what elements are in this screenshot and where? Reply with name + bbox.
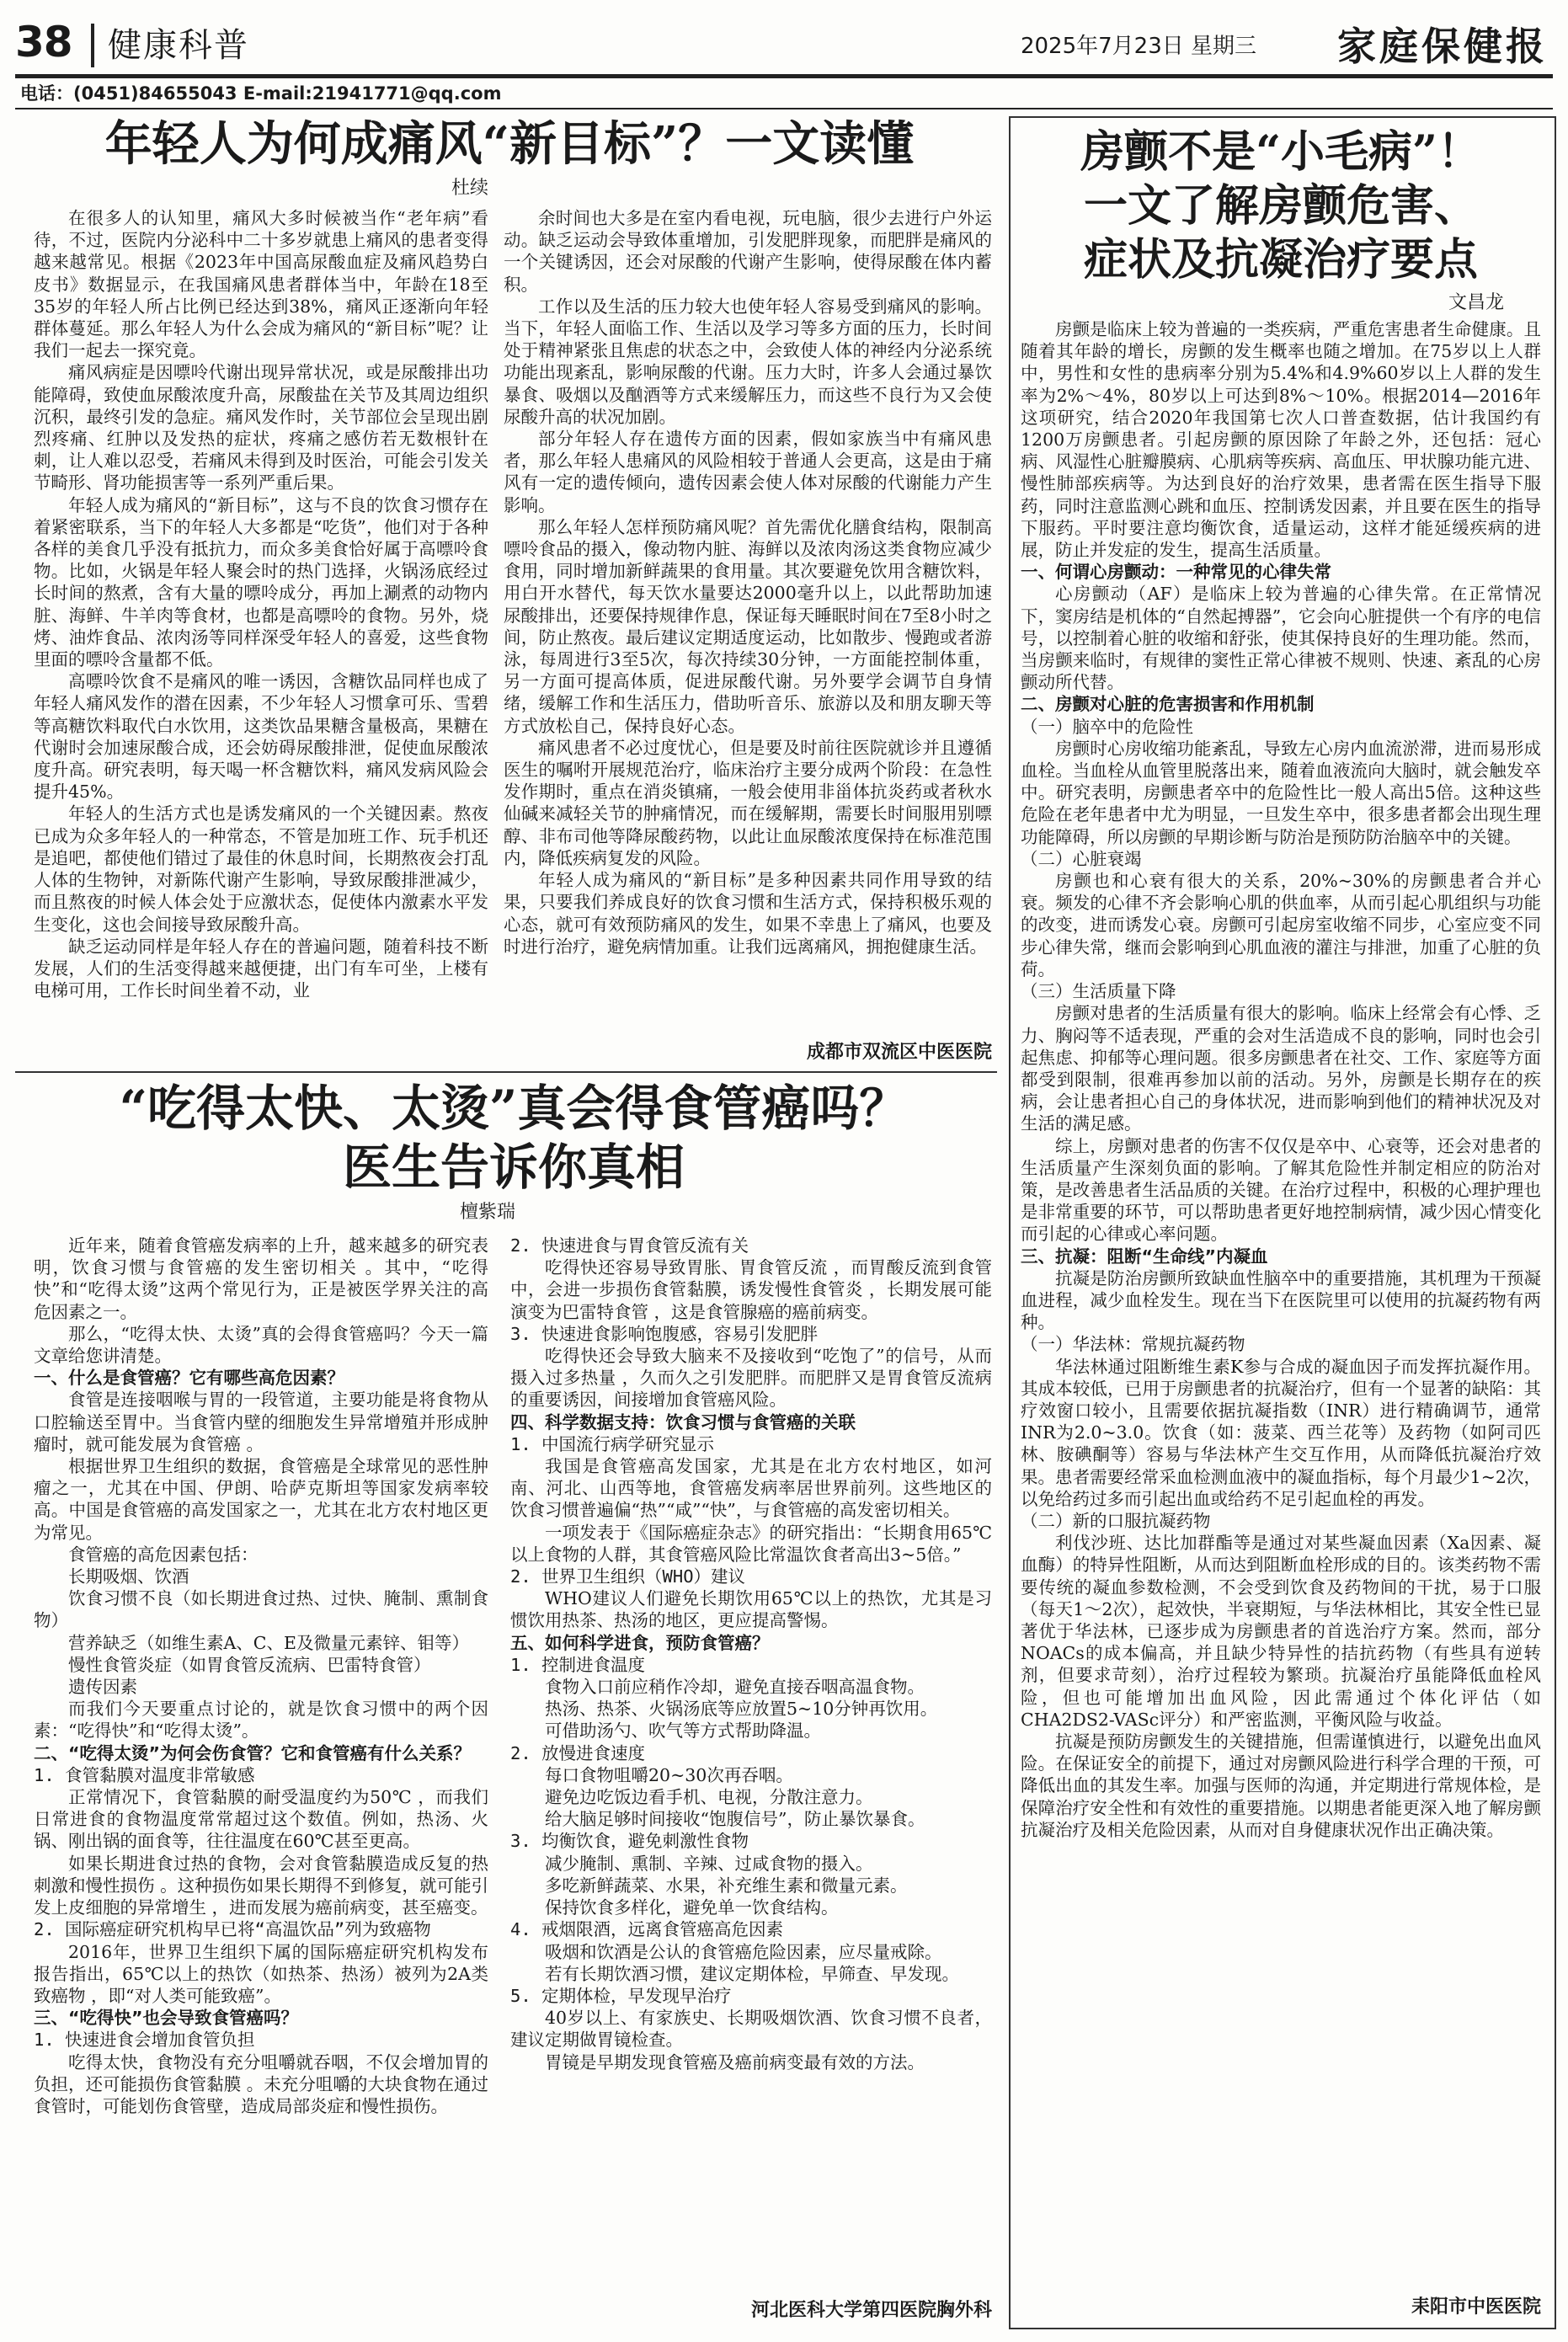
subheading: 二、“吃得太烫”为何会伤食管？它和食管癌有什么关系？ <box>34 1742 471 1763</box>
paragraph: 部分年轻人存在遗传方面的因素，假如家族当中有痛风患者，那么年轻人患痛风的风险相较于普通人会更高，这是由于痛风有一定的遗传倾向，遗传因素会使人体对尿酸的代谢能力产生影响。 <box>504 429 992 515</box>
page-number: 38 <box>15 18 72 67</box>
paragraph: 房颤时心房收缩功能紊乱，导致左心房内血流淤滞，进而易形成血栓。当血栓从血管里脱落出来，随着血液流向大脑时，就会触发卒中。研究表明，房颤患者卒中的危险性比一般人高出5倍。这种这些危险在老年患者中尤为明显，一旦发生卒中，很多患者都会出现生理功能障碍，所以房颤的早期诊断与防治是预防防治脑卒中的关键。 <box>1021 738 1541 847</box>
subheading: 1. 食管黏膜对温度非常敏感 <box>34 1764 255 1785</box>
paragraph: 近年来，随着食管癌发病率的上升，越来越多的研究表明，饮食习惯与食管癌的发生密切相关 。其中，“吃得快”和“吃得太烫”这两个常见行为，正是被医学界关注的高危因素之一。 <box>34 1235 488 1322</box>
paragraph: 那么，“吃得太快、太烫”真的会得食管癌吗？今天一篇文章给您讲清楚。 <box>34 1323 488 1367</box>
paragraph: 一项发表于《国际癌症杂志》的研究指出：“长期食用65℃以上食物的人群，其食管癌风险比常温饮食者高出3~5倍。” <box>510 1522 992 1565</box>
paragraph: 每口食物咀嚼20~30次再吞咽。 <box>545 1764 793 1785</box>
paragraph: 房颤是临床上较为普遍的一类疾病，严重危害患者生命健康。且随着其年龄的增长，房颤的发生概率也随之增加。在75岁以上人群中，男性和女性的患病率分别为5.4%和4.9%60岁以上人群的发生率为2%～4%，80岁以上可达到8%～10%。根据2014—2016年这项研究，结合2020年我国第七次人口普查数据，估计我国约有1200万房颤患者。引起房颤的原因除了年龄之外，还包括：冠心病、风湿性心脏瓣膜病、心肌病等疾病、高血压、甲状腺功能亢进、慢性肺部疾病等。为达到良好的治疗效果，患者需在医生指导下服药，同时注意监测心跳和血压、控制诱发因素，并且要在医生的指导下服药。平时要注意均衡饮食，适量运动，这样才能延缓疾病的进展，防止并发症的发生，提高生活质量。 <box>1021 319 1541 561</box>
article-divider <box>15 1071 997 1073</box>
paragraph: 我国是食管癌高发国家，尤其是在北方农村地区，如河南、河北、山西等地，食管癌发病率居世界前列。这些地区的饮食习惯普遍偏“热”“咸”“快”，与食管癌的高发密切相关。 <box>510 1456 992 1521</box>
subheading: 五、如何科学进食，预防食管癌？ <box>510 1632 770 1653</box>
paragraph: 华法林通过阻断维生素K参与合成的凝血因子而发挥抗凝作用。其成本较低，已用于房颤患者的抗凝治疗，但有一个显著的缺陷：其疗效窗口较小，且需要依据抗凝指数（INR）进行精确调节，通常INR为2.0~3.0。饮食（如：菠菜、西兰花等）及药物（如阿司匹林、胺碘酮等）容易与华法林产生交互作用，从而降低抗凝治疗效果。患者需要经常采血检测血液中的凝血指标，每个月最少1~2次，以免给药过多而引起出血或给药不足引起血栓的再发。 <box>1021 1356 1541 1509</box>
article3-title-line3: 症状及抗凝治疗要点 <box>1083 234 1478 285</box>
paragraph: 缺乏运动同样是年轻人存在的普遍问题，随着科技不断发展，人们的生活变得越来越便捷，出门有车可坐，上楼有电梯可用，工作长时间坐着不动，业 <box>34 936 488 1001</box>
paragraph: 饮食习惯不良（如长期进食过热、过快、腌制、熏制食物） <box>34 1588 488 1631</box>
paragraph: 慢性食管炎症（如胃食管反流病、巴雷特食管） <box>68 1654 431 1675</box>
article3-institution: 耒阳市中医医院 <box>1411 2297 1541 2318</box>
paragraph: 综上，房颤对患者的伤害不仅仅是卒中、心衰等，还会对患者的生活质量产生深刻负面的影响。了解其危险性并制定相应的防治对策，是改善患者生活品质的关键。在治疗过程中，积极的心理护理也是非常重要的环节，可以帮助患者更好地控制病情，减少因心情变化而引起的心律或心率问题。 <box>1021 1135 1541 1245</box>
subheading: 四、科学数据支持：饮食习惯与食管癌的关联 <box>510 1411 856 1432</box>
paragraph: 利伐沙班、达比加群酯等是通过对某些凝血因素（Xa因素、凝血酶）的特异性阻断，从而达到阻断血栓形成的目的。该类药物不需要传统的凝血参数检测，不会受到饮食及药物间的干扰，易于口服（每天1～2次），起效快，半衰期短，与华法林相比，其安全性已显著优于华法林，已逐步成为房颤患者的首选治疗方案。然而，部分NOACs的成本偏高，并且缺少特异性的拮抗药物（有些具有逆转剂，但要求苛刻），治疗过程较为繁琐。抗凝治疗虽能降低血栓风险，但也可能增加出血风险，因此需通过个体化评估（如CHA2DS2-VASc评分）和严密监测，平衡风险与收益。 <box>1021 1533 1541 1730</box>
paragraph: 减少腌制、熏制、辛辣、过咸食物的摄入。 <box>545 1853 873 1874</box>
article2-column-2 <box>510 1235 992 2297</box>
article1-author: 杜续 <box>451 178 489 199</box>
article2-column-1 <box>34 1235 488 2321</box>
subheading: （二）心脏衰竭 <box>1021 848 1142 869</box>
subheading: 4. 戒烟限酒，远离食管癌高危因素 <box>510 1919 784 1940</box>
article1-column-1 <box>34 207 488 1061</box>
newspaper-name: 家庭保健报 <box>1337 24 1548 69</box>
paragraph: 高嘌呤饮食不是痛风的唯一诱因，含糖饮品同样也成了年轻人痛风发作的潜在因素，不少年轻人习惯拿可乐、雪碧等高糖饮料取代白水饮用，这类饮品果糖含量极高，果糖在代谢时会加速尿酸合成，还会妨碍尿酸排泄，促使血尿酸浓度升高。研究表明，每天喝一杯含糖饮料，痛风发病风险会提升45%。 <box>34 671 488 803</box>
subheading: 2. 快速进食与胃食管反流有关 <box>510 1235 749 1256</box>
article2-title-line2: 医生告诉你真相 <box>342 1139 685 1196</box>
subheading: 二、房颤对心脏的危害损害和作用机制 <box>1021 694 1315 715</box>
paragraph: 可借助汤勺、吹气等方式帮助降温。 <box>545 1720 821 1742</box>
subheading: （一）华法林：常规抗凝药物 <box>1021 1334 1245 1355</box>
article2-author: 檀紫瑞 <box>460 1202 516 1223</box>
paragraph: 吃得太快，食物没有充分咀嚼就吞咽，不仅会增加胃的负担，还可能损伤食管黏膜 。未充分咀嚼的大块食物在通过食管时，可能划伤食管壁，造成局部炎症和慢性损伤。 <box>34 2051 488 2116</box>
subheading: 2. 世界卫生组织（WHO）建议 <box>510 1566 746 1587</box>
paragraph: 吃得快还容易导致胃胀、胃食管反流 ，而胃酸反流到食管中，会进一步损伤食管黏膜，诱发慢性食管炎 ，长期发展可能演变为巴雷特食管 ，这是食管腺癌的癌前病变。 <box>510 1257 992 1322</box>
paragraph: 多吃新鲜蔬菜、水果，补充维生素和微量元素。 <box>545 1875 908 1896</box>
masthead-rule <box>15 74 1553 78</box>
paragraph: 余时间也大多是在室内看电视，玩电脑，很少去进行户外运动。缺乏运动会导致体重增加，引发肥胖现象，而肥胖是痛风的一个关键诱因，还会对尿酸的代谢产生影响，使得尿酸在体内蓄积。 <box>504 208 992 295</box>
issue-date: 2025年7月23日 星期三 <box>1020 34 1256 59</box>
paragraph: 吃得快还会导致大脑来不及接收到“吃饱了”的信号，从而摄入过多热量 ，久而久之引发肥胖。而肥胖又是胃食管反流病的重要诱因，间接增加食管癌风险。 <box>510 1346 992 1411</box>
paragraph: 热汤、热茶、火锅汤底等应放置5~10分钟再饮用。 <box>545 1699 938 1720</box>
subheading: 三、抗凝：阻断“生命线”内凝血 <box>1021 1246 1268 1267</box>
paragraph: 食管是连接咽喉与胃的一段管道，主要功能是将食物从口腔输送至胃中。当食管内壁的细胞发生异常增殖并形成肿瘤时，就可能发展为食管癌 。 <box>34 1390 488 1454</box>
paragraph: 房颤也和心衰有很大的关系，20%~30%的房颤患者合并心衰。频发的心律不齐会影响心肌的供血率，从而引起心肌组织与功能的改变，进而诱发心衰。房颤可引起房室收缩不同步，心室应变不同步心律失常，继而会影响到心肌血液的灌注与排泄，加重了心脏的负荷。 <box>1021 871 1541 979</box>
paragraph: 年轻人成为痛风的“新目标”，这与不良的饮食习惯存在着紧密联系，当下的年轻人大多都是“吃货”，他们对于各种各样的美食几乎没有抵抗力，而众多美食恰好属于高嘌呤食物。比如，火锅是年轻人聚会时的热门选择，火锅汤底经过长时间的熬煮，含有大量的嘌呤成分，再加上涮煮的动物内脏、海鲜、牛羊肉等食材，也都是高嘌呤的食物。另外，烧烤、油炸食品、浓肉汤等同样深受年轻人的喜爱，这些食物里面的嘌呤含量都不低。 <box>34 494 488 670</box>
paragraph: 年轻人的生活方式也是诱发痛风的一个关键因素。熬夜已成为众多年轻人的一种常态，不管是加班工作、玩手机还是追吧，都使他们错过了最佳的休息时间，长期熬夜会打乱人体的生物钟，对新陈代谢产生影响，导致尿酸排泄减少，而且熬夜的时候人体会处于应激状态，促使体内激素水平发生变化，这也会间接导致尿酸升高。 <box>34 803 488 935</box>
article3-title-line1: 房颤不是“小毛病”！ <box>1080 126 1481 178</box>
paragraph: 根据世界卫生组织的数据，食管癌是全球常见的恶性肿瘤之一，尤其在中国、伊朗、哈萨克斯坦等国家发病率较高。中国是食管癌的高发国家之一，尤其在北方农村地区更为常见。 <box>34 1456 488 1543</box>
paragraph: 胃镜是早期发现食管癌及癌前病变最有效的方法。 <box>545 2051 925 2073</box>
section-title: 健康科普 <box>108 26 249 65</box>
paragraph: 在很多人的认知里，痛风大多时候被当作“老年病”看待，不过，医院内分泌科中二十多岁就患上痛风的患者变得越来越常见。根据《2023年中国高尿酸血症及痛风趋势白皮书》数据显示，在我国痛风患者群体当中，年龄在18至35岁的年轻人所占比例已经达到38%，痛风正逐渐向年轻群体蔓延。那么年轻人为什么会成为痛风的“新目标”呢？让我们一起去一探究竟。 <box>34 208 488 361</box>
contact-line: 电话：(0451)84655043 E-mail:21941771@qq.com <box>20 83 502 104</box>
paragraph: 年轻人成为痛风的“新目标”是多种因素共同作用导致的结果，只要我们养成良好的饮食习惯和生活方式，保持积极乐观的心态，就可有效预防痛风的发生，如果不幸患上了痛风，也要及时进行治疗，避免病情加重。让我们远离痛风，拥抱健康生活。 <box>504 870 992 957</box>
paragraph: WHO建议人们避免长期饮用65℃以上的热饮，尤其是习惯饮用热茶、热汤的地区，更应提高警惕。 <box>510 1588 992 1631</box>
paragraph: 避免边吃饭边看手机、电视，分散注意力。 <box>545 1787 873 1808</box>
paragraph: 心房颤动（AF）是临床上较为普遍的心律失常。在正常情况下，窦房结是机体的“自然起搏器”，它会向心脏提供一个有序的电信号，以控制着心脏的收缩和舒张，使其保持良好的生理功能。然而，当房颤来临时，有规律的窦性正常心律被不规则、快速、紊乱的心房颤动所代替。 <box>1021 584 1541 693</box>
subheading: （二）新的口服抗凝药物 <box>1021 1510 1211 1531</box>
subheading: 2. 放慢进食速度 <box>510 1742 646 1763</box>
subheading: 一、何谓心房颤动：一种常见的心律失常 <box>1021 562 1331 583</box>
subheading: （一）脑卒中的危险性 <box>1021 716 1193 737</box>
paragraph: 40岁以上、有家族史、长期吸烟饮酒、饮食习惯不良者，建议定期做胃镜检查。 <box>510 2008 992 2051</box>
paragraph: 长期吸烟、饮酒 <box>68 1566 189 1587</box>
subheading: 1. 中国流行病学研究显示 <box>510 1433 715 1454</box>
paragraph: 吸烟和饮酒是公认的食管癌危险因素，应尽量戒除。 <box>545 1941 942 1962</box>
paragraph: 抗凝是防治房颤所致缺血性脑卒中的重要措施，其机理为干预凝血进程，减少血栓发生。现在当下在医院里可以使用的抗凝药物有两种。 <box>1021 1267 1541 1333</box>
paragraph: 工作以及生活的压力较大也使年轻人容易受到痛风的影响。当下，年轻人面临工作、生活以及学习等多方面的压力，长时间处于精神紧张且焦虑的状态之中，会致使人体的神经内分泌系统功能出现紊乱，影响尿酸的代谢。压力大时，许多人会通过暴饮暴食、吸烟以及酗酒等方式来缓解压力，而这些不良行为又会使尿酸升高的状况加剧。 <box>504 296 992 427</box>
paragraph: 给大脑足够时间接收“饱腹信号”，防止暴饮暴食。 <box>545 1809 925 1830</box>
paragraph: 抗凝是预防房颤发生的关键措施，但需谨慎进行，以避免出血风险。在保证安全的前提下，通过对房颤风险进行科学合理的干预，可降低出血的其发生率。加强与医师的沟通，并定期进行常规体检，是保障治疗安全性和有效性的重要措施。以期患者能更深入地了解房颤抗凝治疗及相关危险因素，从而对自身健康状况作出正确决策。 <box>1021 1731 1541 1840</box>
paragraph: 那么年轻人怎样预防痛风呢？首先需优化膳食结构，限制高嘌呤食品的摄入，像动物内脏、海鲜以及浓肉汤这类食物应减少食用，同时增加新鲜蔬果的食用量。其次要避免饮用含糖饮料，用白开水替代，每天饮水量要达2000毫升以上，以此帮助加速尿酸排出，还要保持规律作息，保证每天睡眠时间在7至8小时之间，防止熬夜。最后建议定期适度运动，比如散步、慢跑或者游泳，每周进行3至5次，每次持续30分钟，一方面能控制体重，另一方面可提高体质，促进尿酸代谢。另外要学会调节自身情绪，缓解工作和生活压力，借助听音乐、旅游以及和朋友聊天等方式放松自己，保持良好心态。 <box>504 516 992 736</box>
article3-title-line2: 一文了解房颤危害、 <box>1083 180 1478 232</box>
masthead <box>0 0 1568 80</box>
article3-author: 文昌龙 <box>1448 292 1505 313</box>
paragraph: 遗传因素 <box>68 1677 137 1698</box>
paragraph: 痛风患者不必过度忧心，但是要及时前往医院就诊并且遵循医生的嘱咐开展规范治疗，临床治疗主要分成两个阶段：在急性发作期时，重点在消炎镇痛，一般会使用非甾体抗炎药或者秋水仙碱来减轻关节的肿痛情况，而在缓解期，需要长时间服用别嘌醇、非布司他等降尿酸药物，以此让血尿酸浓度保持在标准范围内，降低疾病复发的风险。 <box>504 737 992 868</box>
paragraph: 营养缺乏（如维生素A、C、E及微量元素锌、钼等） <box>68 1632 469 1653</box>
subheading: 5. 定期体检，早发现早治疗 <box>510 1985 732 2006</box>
subheading: 3. 均衡饮食，避免刺激性食物 <box>510 1831 749 1852</box>
subheading: 1. 控制进食温度 <box>510 1654 646 1675</box>
subheading: 2. 国际癌症研究机构早已将“高温饮品”列为致癌物 <box>34 1919 431 1940</box>
paragraph: 而我们今天要重点讨论的，就是饮食习惯中的两个因素：“吃得快”和“吃得太烫”。 <box>34 1699 488 1742</box>
article2-title-line1: “吃得太快、太烫”真会得食管癌吗？ <box>119 1080 909 1137</box>
article2-institution: 河北医科大学第四医院胸外科 <box>750 2300 992 2321</box>
paragraph: 保持饮食多样化，避免单一饮食结构。 <box>545 1897 839 1918</box>
paragraph: 正常情况下，食管黏膜的耐受温度约为50℃ ，而我们日常进食的食物温度常常超过这个数值。例如，热汤、火锅、刚出锅的面食等，往往温度在60℃甚至更高。 <box>34 1787 488 1852</box>
article1-institution: 成都市双流区中医医院 <box>806 1042 992 1063</box>
subheading: 三、“吃得快”也会导致食管癌吗？ <box>34 2008 298 2029</box>
contact-rule <box>15 108 1553 109</box>
paragraph: 食管癌的高危因素包括： <box>68 1544 259 1565</box>
subheading: 一、什么是食管癌？它有哪些高危因素？ <box>34 1368 344 1389</box>
paragraph: 痛风病症是因嘌呤代谢出现异常状况，或是尿酸排出功能障碍，致使血尿酸浓度升高，尿酸盐在关节及其周边组织沉积，最终引发的急症。痛风发作时，关节部位会呈现出剧烈疼痛、红肿以及发热的症状，疼痛之感仿若无数根针在刺，让人难以忍受，若痛风未得到及时医治，可能会引发关节畸形、肾功能损害等一系列严重后果。 <box>34 362 488 493</box>
subheading: （三）生活质量下降 <box>1021 981 1176 1002</box>
paragraph: 若有长期饮酒习惯，建议定期体检，早筛查、早发现。 <box>545 1963 959 1984</box>
paragraph: 食物入口前应稍作冷却，避免直接吞咽高温食物。 <box>545 1677 925 1698</box>
masthead-divider <box>91 24 94 67</box>
paragraph: 2016年，世界卫生组织下属的国际癌症研究机构发布报告指出，65℃以上的热饮（如热茶、热汤）被列为2A类致癌物 ，即“对人类可能致癌”。 <box>34 1941 488 2006</box>
paragraph: 房颤对患者的生活质量有很大的影响。临床上经常会有心悸、乏力、胸闷等不适表现，严重的会对生活造成不良的影响，同时也会引起焦虑、抑郁等心理问题。很多房颤患者在社交、工作、家庭等方面都受到限制，很难再参加以前的活动。另外，房颤是长期存在的疾病，会让患者担心自己的身体状况，进而影响到他们的精神状况及对生活的满足感。 <box>1021 1003 1541 1134</box>
subheading: 3. 快速进食影响饱腹感，容易引发肥胖 <box>510 1323 819 1344</box>
article1-title: 年轻人为何成痛风“新目标”？一文读懂 <box>104 116 915 172</box>
article1-column-2 <box>504 207 992 1039</box>
subheading: 1. 快速进食会增加食管负担 <box>34 2030 255 2051</box>
paragraph: 如果长期进食过热的食物，会对食管黏膜造成反复的热刺激和慢性损伤 。这种损伤如果长期得不到修复，就可能引发上皮细胞的异常增生 ，进而发展为癌前病变，甚至癌变。 <box>34 1853 488 1918</box>
article3-body <box>1021 318 1541 2297</box>
